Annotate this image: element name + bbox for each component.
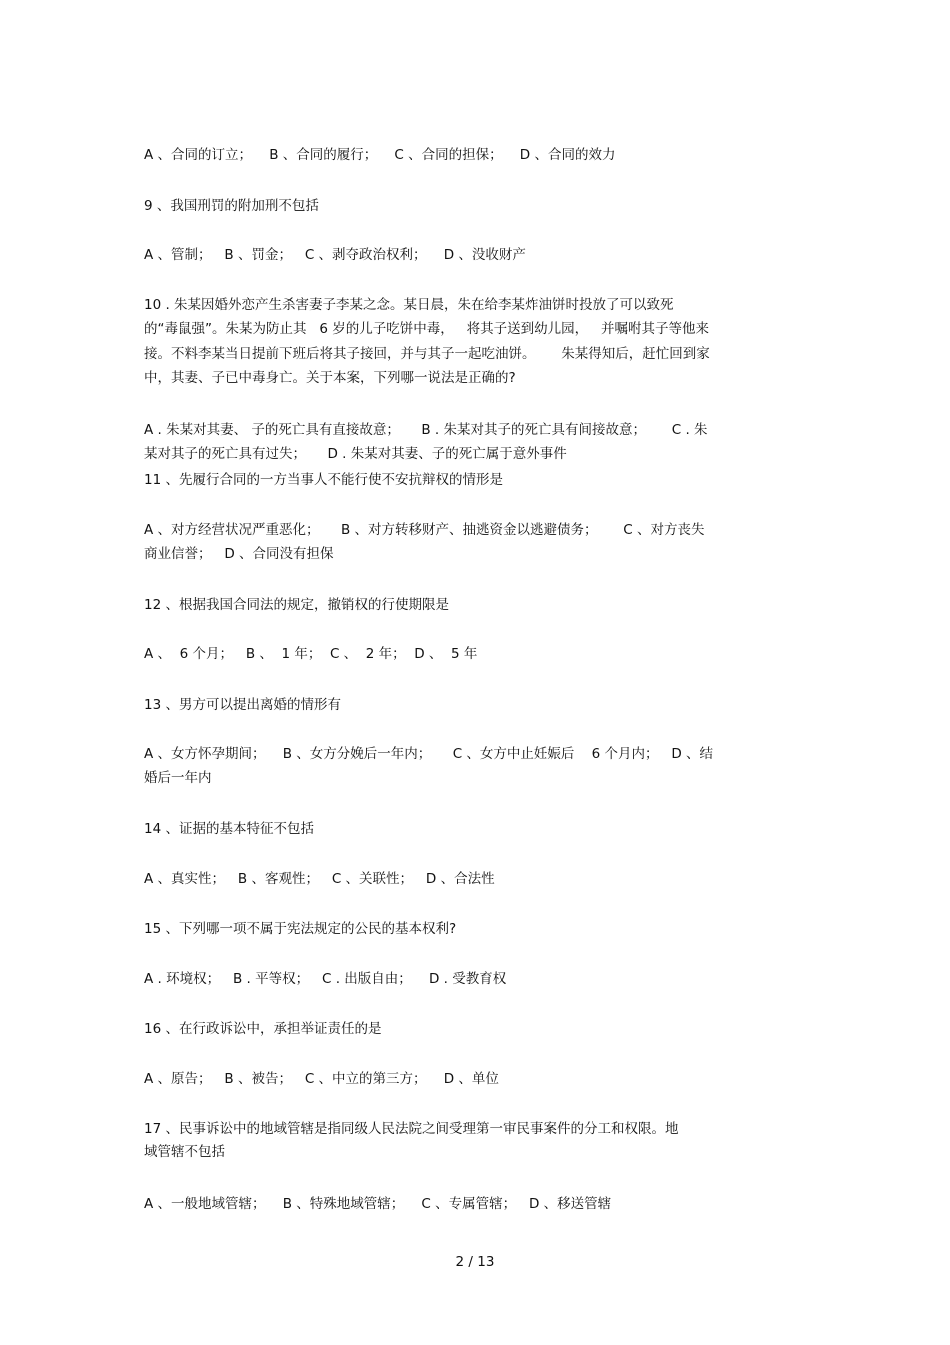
- option-line: A 、真实性； B 、客观性； C 、关联性； D 、合法性: [144, 871, 495, 887]
- question-text: 域管辖不包括: [144, 1144, 225, 1160]
- question-13: 13 、男方可以提出离婚的情形有: [144, 697, 341, 713]
- question-11: 11 、先履行合同的一方当事人不能行使不安抗辩权的情形是: [144, 472, 503, 488]
- question-text: 接。不料李某当日提前下班后将其子接回，并与其子一起吃油饼。 朱某得知后，赶忙回到家: [144, 346, 710, 362]
- option-line: 某对其子的死亡具有过失； D . 朱某对其妻、子的死亡属于意外事件: [144, 446, 567, 462]
- question-12: 12 、根据我国合同法的规定，撤销权的行使期限是: [144, 597, 449, 613]
- question-text: 的“毒鼠强”。朱某为防止其 6 岁的儿子吃饼中毒， 将其子送到幼儿园， 并嘱咐其子等他来: [144, 321, 709, 337]
- option-line: A 、 6 个月； B 、 1 年； C 、 2 年； D 、 5 年: [144, 646, 478, 662]
- option-line: A 、对方经营状况严重恶化； B 、对方转移财产、抽逃资金以逃避债务； C 、对方丧失: [144, 522, 705, 538]
- question-9: 9 、我国刑罚的附加刑不包括: [144, 198, 319, 214]
- question-15: 15 、下列哪一项不属于宪法规定的公民的基本权利?: [144, 921, 457, 937]
- question-16: 16 、在行政诉讼中，承担举证责任的是: [144, 1021, 382, 1037]
- option-line: A . 朱某对其妻、 子的死亡具有直接故意； B . 朱某对其子的死亡具有间接故意； C . 朱: [144, 422, 708, 438]
- question-17: 17 、民事诉讼中的地域管辖是指同级人民法院之间受理第一审民事案件的分工和权限。地: [144, 1121, 679, 1137]
- question-14: 14 、证据的基本特征不包括: [144, 821, 314, 837]
- question-text: 中，其妻、子已中毒身亡。关于本案，下列哪一说法是正确的?: [144, 370, 516, 386]
- option-line: A 、管制； B 、罚金； C 、剥夺政治权利； D 、没收财产: [144, 247, 526, 263]
- option-line: A . 环境权； B . 平等权； C . 出版自由； D . 受教育权: [144, 971, 507, 987]
- option-line: 婚后一年内: [144, 770, 212, 786]
- option-line: 商业信誉； D 、合同没有担保: [144, 546, 334, 562]
- option-line: A 、合同的订立； B 、合同的履行； C 、合同的担保； D 、合同的效力: [144, 147, 616, 163]
- option-line: A 、一般地域管辖； B 、特殊地域管辖； C 、专属管辖； D 、移送管辖: [144, 1196, 612, 1212]
- question-10: 10 . 朱某因婚外恋产生杀害妻子李某之念。某日晨，朱在给李某炸油饼时投放了可以致死: [144, 297, 674, 313]
- option-line: A 、原告； B 、被告； C 、中立的第三方； D 、单位: [144, 1071, 499, 1087]
- page-number: 2 / 13: [455, 1254, 495, 1270]
- option-line: A 、女方怀孕期间； B 、女方分娩后一年内； C 、女方中止妊娠后 6 个月内； D 、结: [144, 746, 714, 762]
